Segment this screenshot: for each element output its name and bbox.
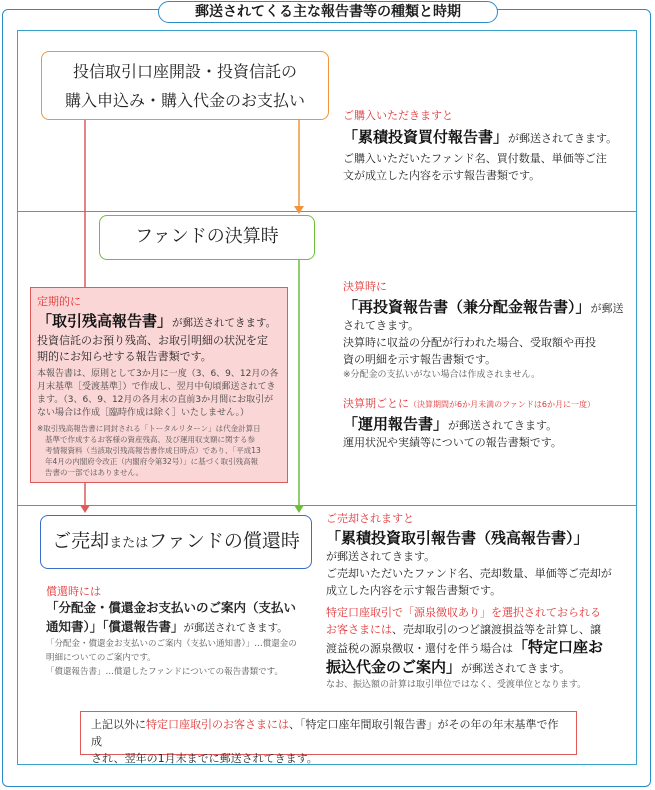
tax-title-2: 振込代金のご案内」	[326, 658, 462, 676]
operation-report-suffix: が郵送されてきます。	[448, 419, 558, 432]
redemption-note-3: 「償還報告書」…償還したファンドについての報告書類です。	[46, 667, 283, 677]
redemption-title-1: 「分配金・償還金お支払いのご案内（支払い	[46, 600, 297, 615]
tax-red-1: 特定口座取引で「源泉徴収あり」を選択されておられる	[326, 606, 601, 619]
settlement-report-title: 「再投資報告書（兼分配金報告書）」	[343, 298, 591, 316]
tax-text-3: 渡益税の源泉徴収・還付を伴う場合は	[326, 642, 513, 655]
settlement-label: 決算時に	[343, 280, 387, 293]
periodic-small-4: 年4月の内閣府令改正（内閣府令第32号）」に基づく取引残高報	[45, 457, 259, 466]
footer-text-2: 、「特定口座年間取引報告書」がその年の年末基準で作成	[91, 718, 559, 748]
periodic-note-2: 月末基準［受渡基準］）で作成し、翌月中旬頃郵送されてき	[37, 382, 276, 392]
tax-red-2: お客さまには	[326, 623, 392, 636]
periodic-label: 定期的に	[37, 295, 81, 308]
redemption-note-2: 明細についてのご案内です。	[46, 653, 156, 663]
tax-note: なお、振込額の計算は取引単位ではなく、受渡単位となります。	[326, 680, 587, 690]
arrow-green-head	[294, 505, 304, 513]
footer-line-2: され、翌年の1月末までに郵送されてきます。	[91, 752, 318, 765]
settlement-desc-1: 決算時に収益の分配が行われた場合、受取額や再投	[343, 336, 596, 349]
redemption-note-1: 「分配金・償還金お支払いのご案内（支払い通知書）」…償還金の	[46, 639, 297, 649]
purchase-desc-2: 文が成立した内容を示す報告書類です。	[343, 169, 541, 182]
sale-desc-2: 成立した内容を示す報告書類です。	[326, 584, 502, 597]
step-purchase-box	[41, 51, 329, 120]
tax-notice-block	[326, 604, 646, 692]
settlement-report-block	[343, 278, 643, 382]
periodic-desc-1: 投資信託のお預り残高、お取引明細の状況を定	[37, 334, 268, 347]
operation-report-title: 「運用報告書」	[343, 415, 449, 433]
redemption-label: 償還時には	[46, 585, 101, 598]
periodic-small-1: ※取引残高報告書に同封される「トータルリターン」は代金計算日	[37, 424, 261, 433]
step-purchase-line1: 投信取引口座開設・投資信託の	[72, 62, 297, 81]
periodic-note-4: ない場合は作成［臨時作成は除く］いたしません。）	[37, 408, 250, 418]
settlement-report-suffix-2: されてきます。	[343, 319, 420, 332]
step-sale-box	[40, 515, 312, 569]
tax-title-1: 「特定口座お	[513, 638, 604, 656]
periodic-small-3: 考情報資料（当該取引残高報告書作成日時点）であり、「平成13	[45, 446, 261, 455]
periodic-desc-2: 期的にお知らせする報告書類です。	[37, 350, 212, 363]
footer-notice	[80, 711, 577, 765]
redemption-title-2: 通知書）」「償還報告書」	[46, 619, 184, 634]
tax-suffix: が郵送されてきます。	[461, 662, 571, 675]
redemption-suffix: が郵送されてきます。	[183, 622, 288, 634]
arrow-red-head	[80, 505, 90, 513]
operation-desc: 運用状況や実績等についての報告書類です。	[343, 436, 562, 449]
step-sale-part2: または	[109, 536, 149, 551]
step-purchase-line2: 購入申込み・購入代金のお支払い	[64, 91, 305, 110]
periodic-small-2: 基準で作成するお客様の資産残高、及び運用収支額に関する参	[45, 435, 255, 444]
footer-red: 特定口座取引のお客さまには	[146, 718, 289, 731]
operation-report-block	[343, 392, 643, 451]
purchase-report-suffix: が郵送されてきます。	[508, 132, 618, 145]
footer-text-1: 上記以外に	[91, 718, 146, 731]
periodic-report-suffix: が郵送されてきます。	[172, 317, 277, 329]
periodic-report-title: 「取引残高報告書」	[37, 312, 173, 330]
periodic-small-5: 告書の一部ではありません。	[45, 468, 143, 477]
sale-report-title: 「累積投資取引報告書（残高報告書）」	[326, 529, 589, 547]
purchase-desc-1: ご購入いただいたファンド名、買付数量、単価等ご注	[343, 152, 607, 165]
purchase-report-block	[343, 107, 643, 184]
settlement-report-suffix-1: が郵送	[590, 302, 624, 315]
sale-label: ご売却されますと	[326, 512, 414, 525]
purchase-report-title: 「累積投資買付報告書」	[343, 128, 509, 146]
operation-label: 決算期ごとに	[343, 397, 409, 410]
step-sale-part1: ご売却	[52, 530, 110, 552]
sale-report-block	[326, 510, 646, 599]
periodic-note-3: ます。（3、6、9、12月の各月末の直前3か月間にお取引が	[37, 395, 274, 405]
sale-report-suffix: が郵送されてきます。	[326, 550, 436, 563]
settlement-desc-2: 資の明細を示す報告書類です。	[343, 353, 497, 366]
arrow-orange-head	[294, 206, 304, 214]
step-settlement-box: ファンドの決算時	[99, 215, 315, 260]
step-sale-part3: ファンドの償還時	[148, 530, 300, 552]
settlement-note: ※分配金の支払いがない場合は作成されません。	[343, 370, 541, 380]
periodic-report-box	[30, 287, 288, 483]
redemption-report-block	[46, 583, 314, 679]
sale-desc-1: ご売却いただいたファンド名、売却数量、単価等ご売却が	[326, 567, 612, 580]
periodic-note-1: 本報告書は、原則として3か月に一度（3、6、9、12月の各	[37, 369, 279, 379]
tax-text-2: 、売却取引のつど譲渡損益等を計算し、譲	[392, 623, 601, 636]
operation-label-note: （決算期間が6か月未満のファンドは6か月に一度）	[409, 400, 596, 409]
page-title: 郵送されてくる主な報告書等の種類と時期	[158, 1, 498, 23]
purchase-label: ご購入いただきますと	[343, 109, 453, 122]
